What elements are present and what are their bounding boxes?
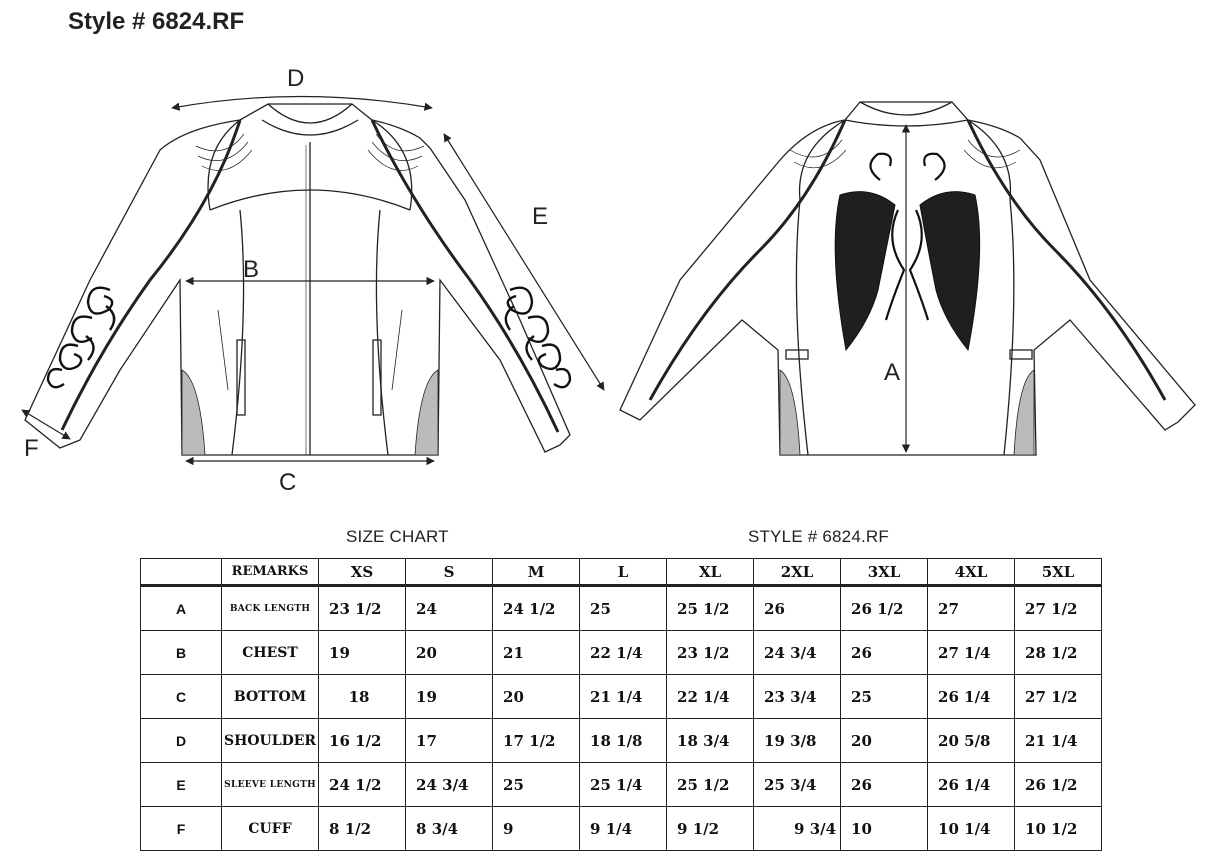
value-cell: 19	[406, 675, 493, 719]
row-remark: BACK LENGTH	[222, 586, 319, 631]
value-cell: 23 3/4	[754, 675, 841, 719]
table-row	[141, 675, 1102, 719]
value-cell: 20	[406, 631, 493, 675]
value-cell: 18 1/8	[580, 719, 667, 763]
size-chart-table	[140, 558, 1102, 851]
value-cell: 10 1/2	[1015, 807, 1102, 851]
value-cell: 25	[493, 763, 580, 807]
label-d: D	[287, 65, 305, 92]
value-cell: 24	[406, 586, 493, 631]
row-letter: E	[141, 763, 222, 807]
value-cell: 21 1/4	[580, 675, 667, 719]
chart-style-heading: STYLE # 6824.RF	[748, 527, 889, 546]
value-cell: 24 3/4	[754, 631, 841, 675]
label-b: B	[243, 256, 260, 283]
row-letter: F	[141, 807, 222, 851]
header-remarks: REMARKS	[222, 559, 319, 586]
value-cell: 21 1/4	[1015, 719, 1102, 763]
header-size: XS	[319, 559, 406, 586]
value-cell: 9	[493, 807, 580, 851]
table-row	[141, 763, 1102, 807]
header-size: 5XL	[1015, 559, 1102, 586]
value-cell: 8 1/2	[319, 807, 406, 851]
jacket-back-view	[620, 102, 1195, 455]
value-cell: 25 3/4	[754, 763, 841, 807]
value-cell: 26 1/4	[928, 763, 1015, 807]
style-title: Style # 6824.RF	[68, 8, 245, 35]
table-header-row	[141, 559, 1102, 586]
label-e: E	[532, 203, 549, 230]
value-cell: 19 3/8	[754, 719, 841, 763]
value-cell: 22 1/4	[667, 675, 754, 719]
value-cell: 10	[841, 807, 928, 851]
value-cell: 20	[493, 675, 580, 719]
value-cell: 26 1/2	[841, 586, 928, 631]
value-cell: 26	[841, 631, 928, 675]
row-remark: CHEST	[222, 631, 319, 675]
row-letter: A	[141, 586, 222, 631]
row-remark: SLEEVE LENGTH	[222, 763, 319, 807]
header-size: S	[406, 559, 493, 586]
header-size: XL	[667, 559, 754, 586]
row-letter: B	[141, 631, 222, 675]
header-size: 2XL	[754, 559, 841, 586]
value-cell: 24 1/2	[319, 763, 406, 807]
value-cell: 20	[841, 719, 928, 763]
value-cell: 9 1/4	[580, 807, 667, 851]
value-cell: 9 3/4	[754, 807, 841, 851]
value-cell: 26 1/4	[928, 675, 1015, 719]
value-cell: 26 1/2	[1015, 763, 1102, 807]
row-letter: C	[141, 675, 222, 719]
value-cell: 24 1/2	[493, 586, 580, 631]
jacket-technical-drawing	[0, 50, 1212, 500]
value-cell: 17 1/2	[493, 719, 580, 763]
value-cell: 25	[841, 675, 928, 719]
value-cell: 23 1/2	[319, 586, 406, 631]
value-cell: 27 1/2	[1015, 675, 1102, 719]
header-empty-cell	[141, 559, 222, 586]
value-cell: 20 5/8	[928, 719, 1015, 763]
value-cell: 27	[928, 586, 1015, 631]
value-cell: 19	[319, 631, 406, 675]
value-cell: 21	[493, 631, 580, 675]
value-cell: 16 1/2	[319, 719, 406, 763]
value-cell: 25 1/2	[667, 586, 754, 631]
value-cell: 25	[580, 586, 667, 631]
table-row	[141, 586, 1102, 631]
header-size: M	[493, 559, 580, 586]
row-remark: BOTTOM	[222, 675, 319, 719]
header-size: 4XL	[928, 559, 1015, 586]
value-cell: 23 1/2	[667, 631, 754, 675]
value-cell: 22 1/4	[580, 631, 667, 675]
value-cell: 10 1/4	[928, 807, 1015, 851]
value-cell: 26	[841, 763, 928, 807]
value-cell: 24 3/4	[406, 763, 493, 807]
table-row	[141, 719, 1102, 763]
row-remark: SHOULDER	[222, 719, 319, 763]
value-cell: 25 1/2	[667, 763, 754, 807]
table-row	[141, 807, 1102, 851]
row-letter: D	[141, 719, 222, 763]
row-remark: CUFF	[222, 807, 319, 851]
header-size: 3XL	[841, 559, 928, 586]
value-cell: 17	[406, 719, 493, 763]
value-cell: 28 1/2	[1015, 631, 1102, 675]
value-cell: 25 1/4	[580, 763, 667, 807]
front-measurement-lines	[22, 97, 604, 462]
label-a: A	[884, 359, 901, 386]
label-c: C	[279, 469, 297, 496]
value-cell: 26	[754, 586, 841, 631]
jacket-front-view	[25, 104, 570, 455]
value-cell: 18	[319, 675, 406, 719]
header-size: L	[580, 559, 667, 586]
size-chart-heading: SIZE CHART	[346, 527, 449, 546]
value-cell: 27 1/4	[928, 631, 1015, 675]
value-cell: 18 3/4	[667, 719, 754, 763]
value-cell: 9 1/2	[667, 807, 754, 851]
value-cell: 27 1/2	[1015, 586, 1102, 631]
label-f: F	[24, 435, 39, 462]
table-row	[141, 631, 1102, 675]
value-cell: 8 3/4	[406, 807, 493, 851]
